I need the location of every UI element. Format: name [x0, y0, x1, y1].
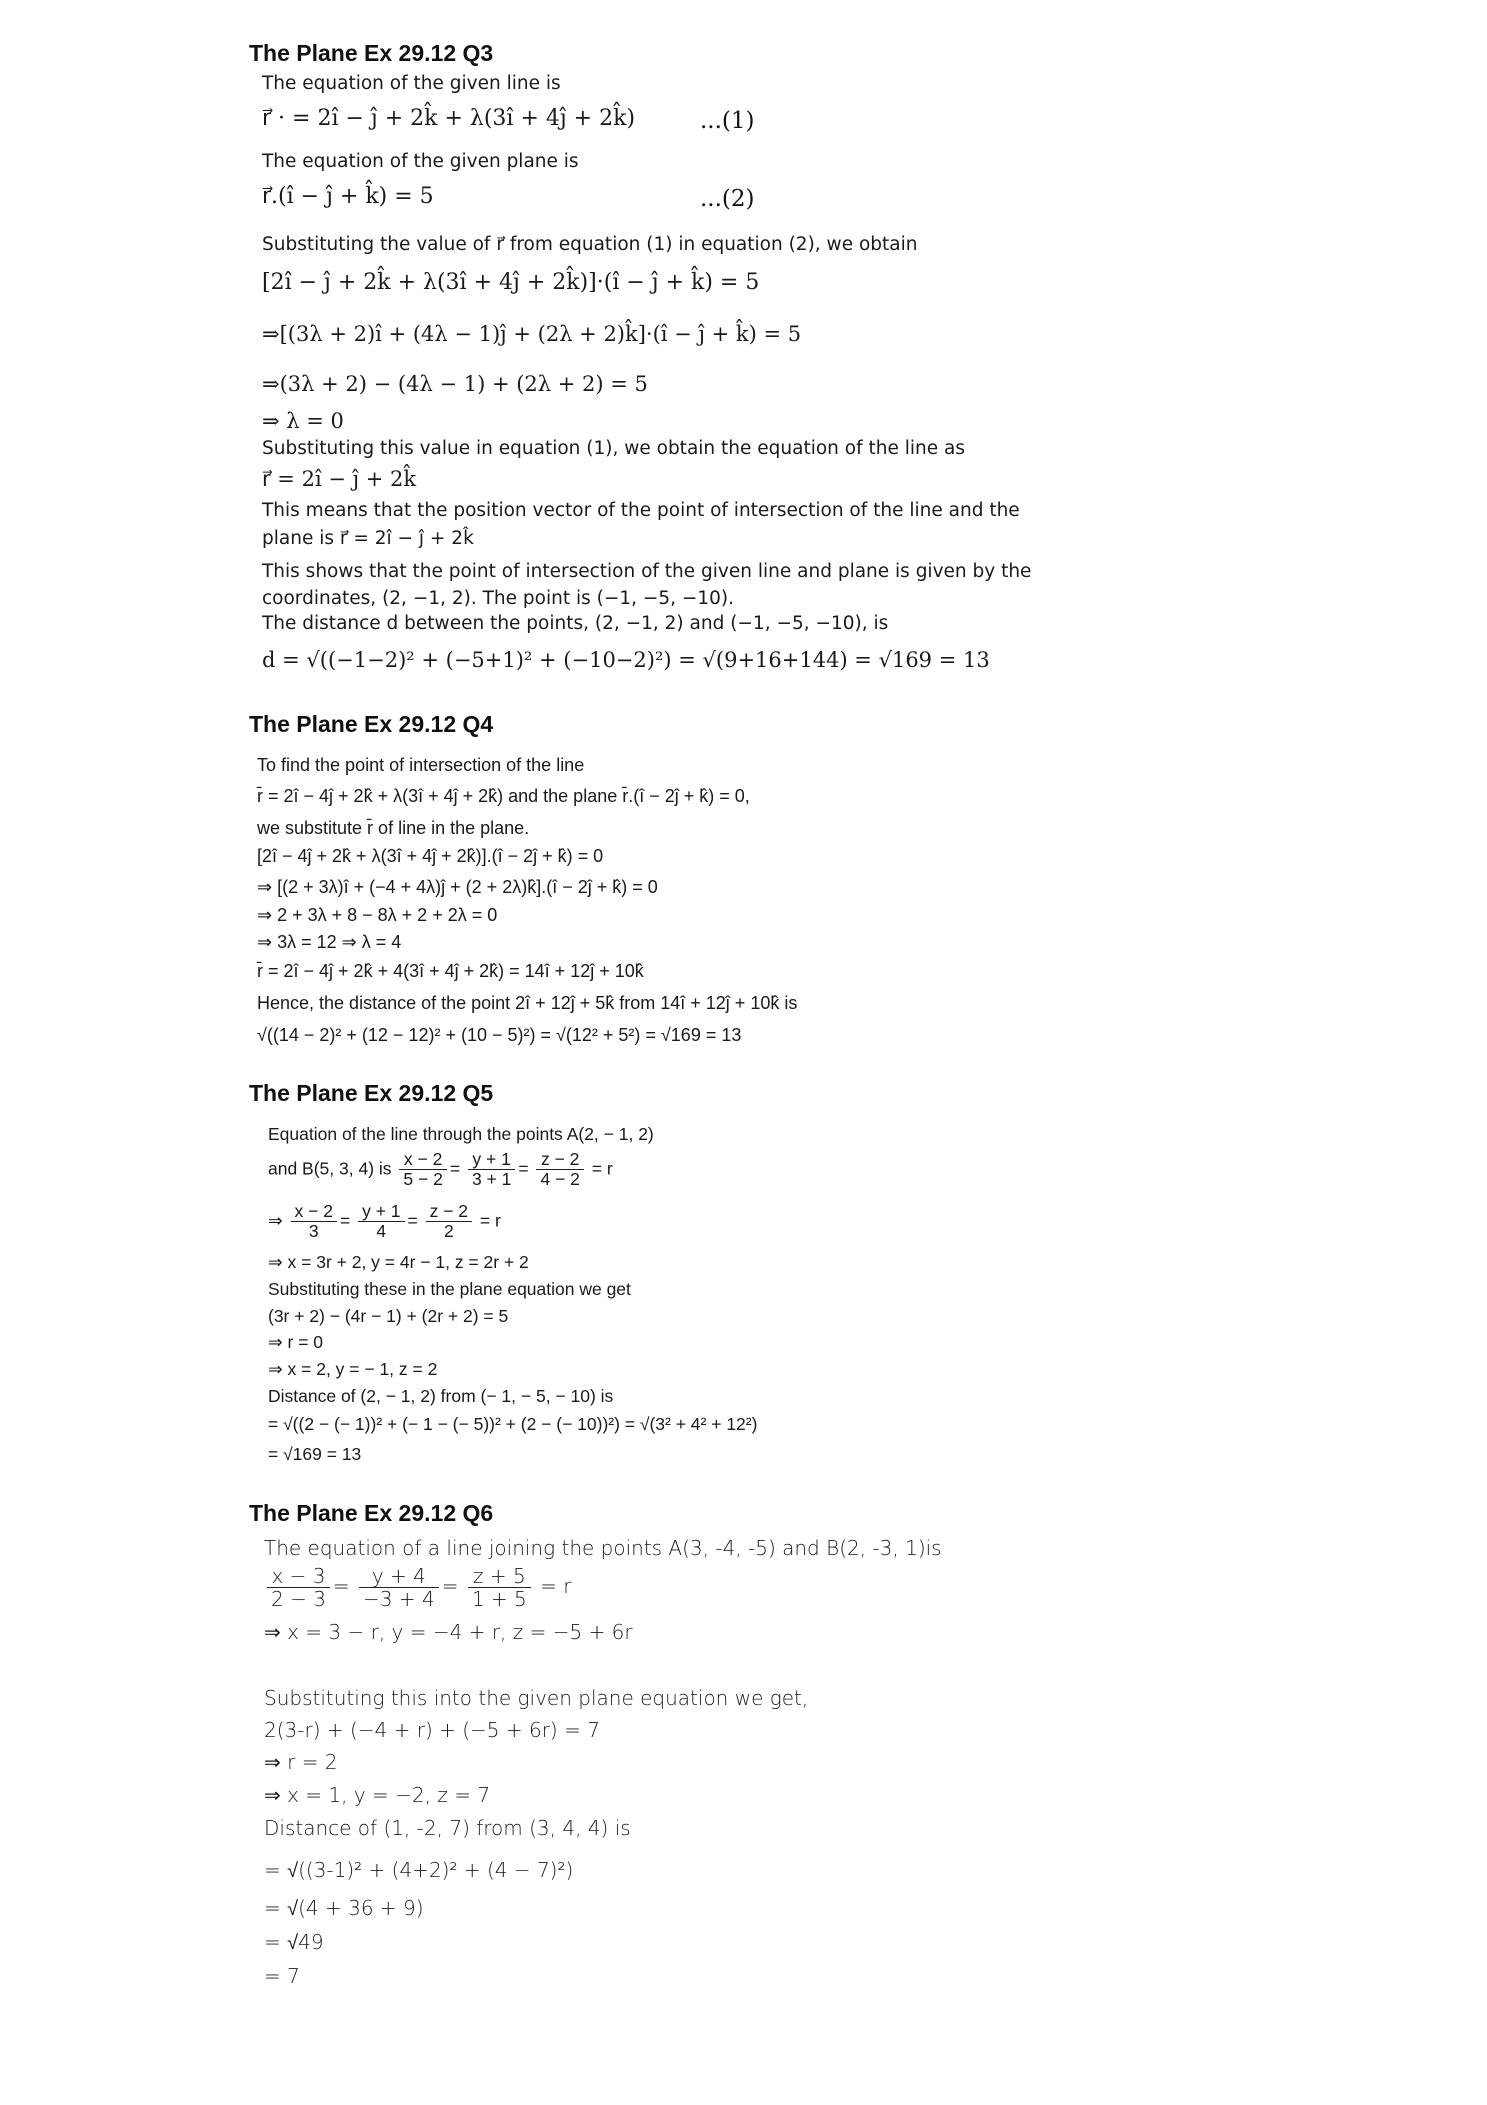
q3-text-line: The equation of the given line is	[262, 73, 561, 94]
q3-text-line: plane is r⃗ = 2î − ĵ + 2k̂	[262, 528, 474, 549]
q6-fraction-equation: $\frac{x - 3}{2 - 3}$ = $\frac{y + 4}{-3 + 4}$ = $\frac{z + 5}{1 + 5}$ = r	[264, 1565, 571, 1610]
q5-equation: ⇒ x = 2, y = − 1, z = 2	[268, 1359, 438, 1379]
q6-equation: ⇒ x = 1, y = −2, z = 7	[264, 1783, 491, 1807]
fraction-denominator: 4	[376, 1221, 387, 1242]
q5-equation: (3r + 2) − (4r − 1) + (2r + 2) = 5	[268, 1306, 509, 1326]
fraction	[536, 1150, 583, 1190]
q3-equation: r⃗ · = 2î − ĵ + 2k̂ + λ(3î + 4ĵ + 2k̂)	[262, 106, 636, 131]
q4-equation: ⇒ [(2 + 3λ)î + (−4 + 4λ)ĵ + (2 + 2λ)k̂].(î − 2ĵ + k̂) = 0	[257, 877, 658, 897]
q5-text: = r	[479, 1210, 501, 1231]
section-heading-q5: The Plane Ex 29.12 Q5	[249, 1080, 494, 1106]
q3-equation: ⇒(3λ + 2) − (4λ − 1) + (2λ + 2) = 5	[262, 372, 648, 396]
equation-tag: ...(2)	[700, 186, 755, 212]
fraction-numerator: z + 5	[468, 1565, 531, 1588]
q5-text: = r	[591, 1158, 613, 1179]
implies-symbol: ⇒	[268, 1210, 283, 1231]
q4-text-line: To find the point of intersection of the line	[257, 755, 585, 775]
fraction-numerator: z − 2	[426, 1202, 472, 1222]
fraction-numerator: y + 4	[359, 1565, 439, 1588]
q4-equation: √((14 − 2)² + (12 − 12)² + (10 − 5)²) = √(12² + 5²) = √169 = 13	[257, 1025, 742, 1045]
q6-equation: ⇒ r = 2	[264, 1750, 338, 1774]
q3-text-line: This means that the position vector of the point of intersection of the line and the	[262, 500, 1020, 521]
q3-equation: [2î − ĵ + 2k̂ + λ(3î + 4ĵ + 2k̂)]·(î − ĵ + k̂) = 5	[262, 270, 760, 295]
q5-equation: = √((2 − (− 1))² + (− 1 − (− 5))² + (2 − (− 10))²) = √(3² + 4² + 12²)	[268, 1414, 758, 1434]
fraction-numerator: x − 2	[291, 1202, 337, 1222]
q3-equation: r⃗ = 2î − ĵ + 2k̂	[262, 467, 417, 491]
q4-equation: ⇒ 3λ = 12 ⇒ λ = 4	[257, 932, 402, 952]
q5-fraction-equation: and B(5, 3, 4) is $\frac{x - 2}{5 - 2}$ = $\frac{y + 1}{3 + 1}$ = $\frac{z - 2}{4 - 2}$ = r	[268, 1149, 613, 1190]
section-heading-q6: The Plane Ex 29.12 Q6	[249, 1500, 494, 1526]
q3-text-line: The equation of the given plane is	[262, 151, 579, 172]
q6-equation: = √49	[264, 1930, 324, 1954]
fraction-denominator: −3 + 4	[363, 1587, 435, 1611]
q5-text: and B(5, 3, 4) is	[268, 1158, 392, 1179]
fraction	[359, 1565, 439, 1610]
equation-tag: ...(1)	[700, 108, 755, 134]
fraction-denominator: 3 + 1	[471, 1169, 512, 1190]
fraction-numerator: x − 2	[399, 1150, 446, 1170]
q4-equation: r̄ = 2î − 4ĵ + 2k̂ + 4(3î + 4ĵ + 2k̂) = 14î + 12ĵ + 10k̂	[257, 961, 644, 981]
q3-equation: ⇒ λ = 0	[262, 409, 344, 433]
q3-equation: ⇒[(3λ + 2)î + (4λ − 1)ĵ + (2λ + 2)k̂]·(î − ĵ + k̂) = 5	[262, 322, 802, 346]
q6-text: = r	[540, 1574, 572, 1598]
fraction	[267, 1565, 330, 1610]
q3-text-line: This shows that the point of intersection of the given line and plane is given by the	[262, 561, 1032, 582]
q6-equation: = 7	[264, 1964, 300, 1988]
fraction-denominator: 1 + 5	[471, 1587, 527, 1611]
fraction-denominator: 3	[308, 1221, 319, 1242]
fraction	[291, 1202, 337, 1242]
q5-text-line: Equation of the line through the points A(2, − 1, 2)	[268, 1124, 654, 1144]
q3-text-line: Substituting the value of r⃗ from equation (1) in equation (2), we obtain	[262, 234, 918, 255]
q4-equation: [2î − 4ĵ + 2k̂ + λ(3î + 4ĵ + 2k̂)].(î − 2ĵ + k̂) = 0	[257, 846, 604, 866]
q5-equation: = √169 = 13	[268, 1444, 362, 1464]
fraction	[358, 1202, 404, 1242]
fraction-denominator: 2	[443, 1221, 454, 1242]
q5-text-line: Distance of (2, − 1, 2) from (− 1, − 5, − 10) is	[268, 1386, 614, 1406]
fraction-denominator: 2 − 3	[271, 1587, 326, 1611]
q3-text-line: Substituting this value in equation (1), we obtain the equation of the line as	[262, 438, 965, 459]
q3-equation: d = √((−1−2)² + (−5+1)² + (−10−2)²) = √(9+16+144) = √169 = 13	[262, 648, 990, 672]
q3-text-line: coordinates, (2, −1, 2). The point is (−1, −5, −10).	[262, 588, 735, 609]
section-heading-q4: The Plane Ex 29.12 Q4	[249, 711, 494, 737]
q5-equation: ⇒ r = 0	[268, 1332, 324, 1352]
fraction-numerator: y + 1	[468, 1150, 515, 1170]
q6-text-line: Substituting this into the given plane equation we get,	[264, 1686, 809, 1710]
q5-fraction-equation: ⇒ $\frac{x - 2}{3}$ = $\frac{y + 1}{4}$ = $\frac{z - 2}{2}$ = r	[268, 1201, 501, 1242]
q4-equation: ⇒ 2 + 3λ + 8 − 8λ + 2 + 2λ = 0	[257, 905, 498, 925]
q4-equation: r̄ = 2î − 4ĵ + 2k̂ + λ(3î + 4ĵ + 2k̂) and the plane r̄.(î − 2ĵ + k̂) = 0,	[257, 786, 750, 806]
q6-equation: ⇒ x = 3 − r, y = −4 + r, z = −5 + 6r	[264, 1620, 633, 1644]
q3-text-line: The distance d between the points, (2, −1, 2) and (−1, −5, −10), is	[262, 613, 889, 634]
q6-equation: 2(3-r) + (−4 + r) + (−5 + 6r) = 7	[264, 1718, 600, 1742]
q4-text-line: we substitute r̄ of line in the plane.	[257, 818, 530, 838]
fraction-denominator: 4 − 2	[540, 1169, 580, 1190]
section-heading-q3: The Plane Ex 29.12 Q3	[249, 40, 494, 66]
q5-text-line: Substituting these in the plane equation we get	[268, 1279, 631, 1299]
fraction	[468, 1150, 515, 1190]
q4-text-line: Hence, the distance of the point 2î + 12ĵ + 5k̂ from 14î + 12ĵ + 10k̂ is	[257, 993, 798, 1013]
q6-text-line: Distance of (1, -2, 7) from (3, 4, 4) is	[264, 1816, 631, 1840]
fraction-numerator: x − 3	[267, 1565, 330, 1588]
q3-equation: r⃗.(î − ĵ + k̂) = 5	[262, 184, 434, 209]
q6-equation: = √((3-1)² + (4+2)² + (4 − 7)²)	[264, 1858, 574, 1882]
q5-equation: ⇒ x = 3r + 2, y = 4r − 1, z = 2r + 2	[268, 1252, 529, 1272]
q6-text-line: The equation of a line joining the points A(3, -4, -5) and B(2, -3, 1)is	[264, 1536, 942, 1560]
fraction	[399, 1150, 446, 1190]
fraction	[426, 1202, 472, 1242]
fraction-denominator: 5 − 2	[403, 1169, 443, 1190]
q6-equation: = √(4 + 36 + 9)	[264, 1896, 424, 1920]
fraction	[468, 1565, 531, 1610]
fraction-numerator: y + 1	[358, 1202, 404, 1222]
fraction-numerator: z − 2	[536, 1150, 583, 1170]
